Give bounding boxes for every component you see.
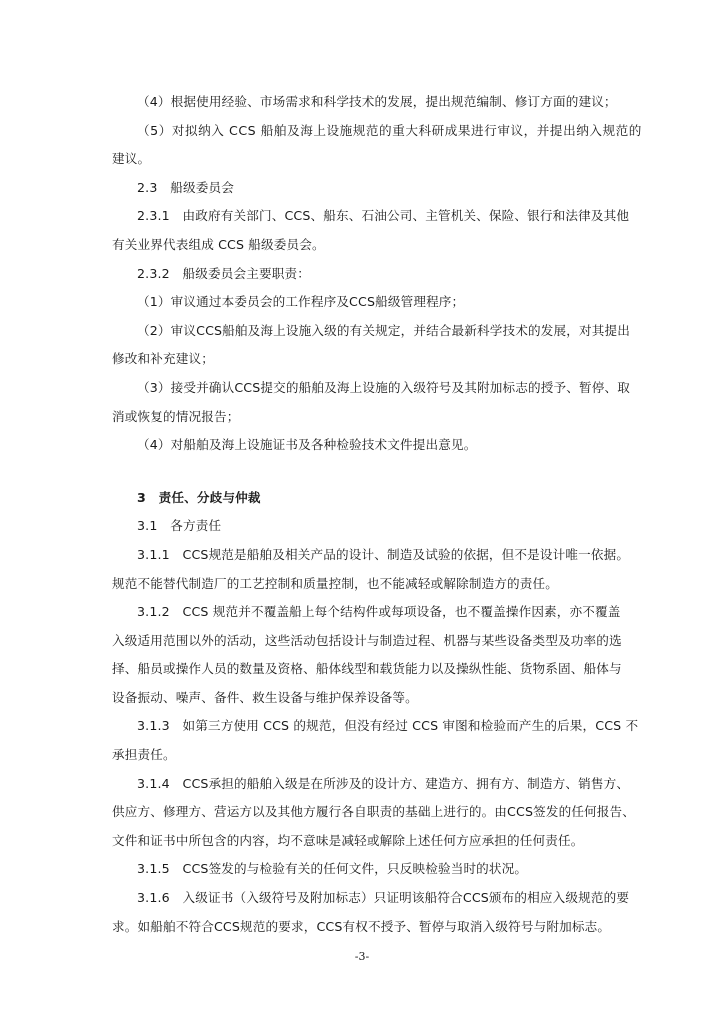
text-line: （3）接受并确认CCS提交的船舶及海上设施的入级符号及其附加标志的授予、暂停、取 xyxy=(137,379,630,395)
text-line: 消或恢复的情况报告； xyxy=(112,408,240,424)
page-number: -3- xyxy=(354,950,370,963)
text-line: 3.1.4 CCS承担的船舶入级是在所涉及的设计方、建造方、拥有方、制造方、销售方、 xyxy=(137,775,630,791)
text-line: 3.1.1 CCS规范是船舶及相关产品的设计、制造及试验的依据，但不是设计唯一依据。 xyxy=(137,546,630,562)
section-heading-2-3: 2.3 船级委员会 xyxy=(137,179,234,195)
text-line: 有关业界代表组成 CCS 船级委员会。 xyxy=(112,236,325,252)
text-line: （5）对拟纳入 CCS 船舶及海上设施规范的重大科研成果进行审议，并提出纳入规范的 xyxy=(137,122,642,138)
document-body xyxy=(112,88,642,941)
text-line: 求。如船舶不符合CCS规范的要求，CCS有权不授予、暂停与取消入级符号与附加标志。 xyxy=(112,918,611,934)
text-line: （4）根据使用经验、市场需求和科学技术的发展，提出规范编制、修订方面的建议； xyxy=(137,94,617,109)
text-line: 修改和补充建议； xyxy=(112,351,214,367)
text-line: 建议。 xyxy=(112,151,151,167)
section-spacer xyxy=(112,460,617,484)
text-line: 入级适用范围以外的活动，这些活动包括设计与制造过程、机器与某些设备类型及功率的选 xyxy=(112,632,622,648)
text-line: 择、船员或操作人员的数量及资格、船体线型和载货能力以及操纵性能、货物系固、船体与 xyxy=(112,661,622,677)
text-line: 设备振动、噪声、备件、救生设备与维护保养设备等。 xyxy=(112,689,418,705)
section-heading-3-1: 3.1 各方责任 xyxy=(137,518,222,534)
text-line: 3.1.2 CCS 规范并不覆盖船上每个结构件或每项设备，也不覆盖操作因素，亦不覆盖 xyxy=(137,604,621,620)
text-line: 3.1.6 入级证书（入级符号及附加标志）只证明该船符合CCS颁布的相应入级规范的要 xyxy=(137,890,630,906)
text-line: 3.1.5 CCS签发的与检验有关的任何文件，只反映检验当时的状况。 xyxy=(137,861,528,877)
text-line: 2.3.1 由政府有关部门、CCS、船东、石油公司、主管机关、保险、银行和法律及其他 xyxy=(137,208,630,224)
text-line: 规范不能替代制造厂的工艺控制和质量控制，也不能减轻或解除制造方的责任。 xyxy=(112,575,559,591)
section-heading-3: 3 责任、分歧与仲裁 xyxy=(137,489,261,505)
text-line: 供应方、修理方、营运方以及其他方履行各自职责的基础上进行的。由CCS签发的任何报告、 xyxy=(112,804,636,820)
text-line: （2）审议CCS船舶及海上设施入级的有关规定，并结合最新科学技术的发展，对其提出 xyxy=(137,322,630,338)
text-line: 3.1.3 如第三方使用 CCS 的规范，但没有经过 CCS 审图和检验而产生的后果，CCS 不 xyxy=(137,718,639,734)
text-line: （4）对船舶及海上设施证书及各种检验技术文件提出意见。 xyxy=(137,437,477,453)
text-line: 文件和证书中所包含的内容，均不意味是减轻或解除上述任何方应承担的任何责任。 xyxy=(112,832,584,848)
text-line: 2.3.2 船级委员会主要职责： xyxy=(137,265,310,281)
text-line: 承担责任。 xyxy=(112,747,176,763)
text-line: （1）审议通过本委员会的工作程序及CCS船级管理程序； xyxy=(137,294,465,310)
